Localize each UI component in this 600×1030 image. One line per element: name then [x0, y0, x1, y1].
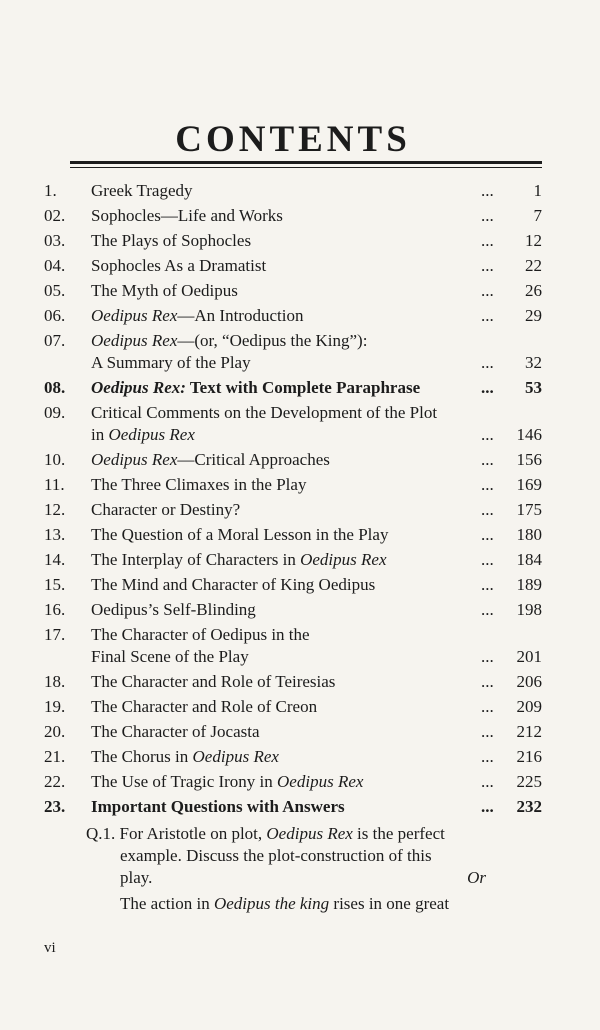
question-line-4	[120, 893, 490, 915]
toc-entry	[0, 253, 600, 278]
or-label: Or	[467, 868, 486, 887]
toc-entry-number: 11.	[44, 475, 65, 494]
toc-entry-title-part: The Three Climaxes in the Play	[91, 475, 307, 494]
toc-entry-title-part: —(or, “Oedipus the King”):	[177, 331, 368, 350]
toc-entry-title	[91, 255, 476, 277]
toc-entry-number: 09.	[44, 403, 66, 422]
toc-entry-number: 18.	[44, 672, 66, 691]
title-rule-thin	[70, 167, 542, 168]
toc-entry	[0, 794, 600, 819]
toc-entry-page: 232	[516, 797, 542, 816]
toc-entry-leader: ...	[481, 697, 494, 716]
toc-entry-title	[91, 499, 476, 521]
toc-entry-page: 146	[516, 425, 542, 444]
toc-entry-title	[91, 230, 476, 252]
toc-entry-leader: ...	[481, 575, 494, 594]
toc-entry-number: 08.	[44, 378, 66, 397]
toc-entry-leader: ...	[481, 450, 494, 469]
toc-entry	[0, 447, 600, 472]
toc-entry	[0, 744, 600, 769]
toc-entry-title-italic: Oedipus Rex	[91, 331, 178, 350]
toc-entry-title-part: Sophocles As a Dramatist	[91, 256, 267, 275]
question-line-4-b: rises in one great	[329, 894, 450, 913]
toc-entry-leader: ...	[481, 722, 494, 741]
toc-entry	[0, 278, 600, 303]
title-rule-thick	[70, 161, 542, 164]
toc-entry-page: 53	[525, 378, 542, 397]
toc-entry-number: 03.	[44, 231, 66, 250]
toc-entry-title-italic: Oedipus Rex	[91, 450, 178, 469]
toc-entry-number: 02.	[44, 206, 66, 225]
toc-entry-title	[91, 377, 476, 399]
toc-entry-number: 05.	[44, 281, 66, 300]
toc-entry-page: 209	[516, 697, 542, 716]
toc-entry-leader: ...	[481, 600, 494, 619]
toc-entry-number: 23.	[44, 797, 66, 816]
question-line-1	[86, 823, 490, 845]
toc-entry-title-part: Sophocles—Life and Works	[91, 206, 283, 225]
toc-entry-title-part: A Summary of the Play	[91, 353, 251, 372]
toc-entry-page: 198	[516, 600, 542, 619]
question-text-italic: Oedipus Rex	[266, 824, 353, 843]
toc-entry-number: 07.	[44, 331, 66, 350]
toc-entry-number: 15.	[44, 575, 66, 594]
toc-entry-title-part: Important Questions with Answers	[91, 797, 345, 816]
toc-entry	[0, 694, 600, 719]
toc-entry-leader: ...	[481, 378, 494, 397]
toc-entry-title	[91, 696, 476, 718]
toc-entry-title-part: The Character of Jocasta	[91, 722, 260, 741]
toc-entry-leader: ...	[481, 256, 494, 275]
toc-entry	[0, 472, 600, 497]
toc-entry-title	[91, 671, 476, 693]
toc-entry-title-italic: Oedipus Rex:	[91, 378, 186, 397]
toc-entry-title	[91, 746, 476, 768]
question-line-3	[120, 867, 490, 889]
toc-entry-page: 12	[525, 231, 542, 250]
question-label: Q.1.	[86, 824, 116, 843]
toc-entry-leader: ...	[481, 475, 494, 494]
toc-entry-title-part: Critical Comments on the Development of the Plot	[91, 403, 438, 422]
toc-entry-page: 212	[516, 722, 542, 741]
toc-entry-title-part: The Question of a Moral Lesson in the Play	[91, 525, 389, 544]
toc-entry-number: 06.	[44, 306, 66, 325]
toc-entry-page: 1	[533, 181, 542, 200]
toc-entry-title-part: Character or Destiny?	[91, 500, 241, 519]
toc-entry-title-part: The Character of Oedipus in the	[91, 625, 310, 644]
toc-entry-number: 10.	[44, 450, 66, 469]
question-line-4-a: The action in	[120, 894, 214, 913]
toc-entry	[0, 303, 600, 328]
question-text-b: is the perfect	[352, 824, 445, 843]
toc-entry-number: 19.	[44, 697, 66, 716]
toc-entry-title-part: Greek Tragedy	[91, 181, 193, 200]
toc-entry-title-part: The Myth of Oedipus	[91, 281, 238, 300]
toc-entry-title-part: —Critical Approaches	[177, 450, 330, 469]
toc-entry	[0, 572, 600, 597]
toc-entry	[0, 769, 600, 794]
toc-entry-title-italic: Oedipus Rex	[300, 550, 387, 569]
toc-entry-number: 12.	[44, 500, 66, 519]
toc-entry-title-part: —An Introduction	[177, 306, 304, 325]
toc-entry-title-part: The Mind and Character of King Oedipus	[91, 575, 376, 594]
toc-entry-number: 14.	[44, 550, 66, 569]
toc-entry-page: 169	[516, 475, 542, 494]
toc-entry-page: 201	[516, 647, 542, 666]
toc-entry-number: 13.	[44, 525, 66, 544]
toc-entry-title-part: The Plays of Sophocles	[91, 231, 252, 250]
toc-entry-title-part: The Use of Tragic Irony in	[91, 772, 278, 791]
toc-entry-title	[91, 599, 476, 621]
toc-entry-title	[91, 205, 476, 227]
toc-entry-title	[91, 402, 476, 446]
toc-entry-leader: ...	[481, 425, 494, 444]
toc-entry-leader: ...	[481, 747, 494, 766]
toc-entry-leader: ...	[481, 281, 494, 300]
toc-entry-leader: ...	[481, 797, 494, 816]
question-line-2: example. Discuss the plot-construction of this	[120, 846, 432, 865]
toc-entry-leader: ...	[481, 231, 494, 250]
toc-entry-leader: ...	[481, 306, 494, 325]
toc-entry-number: 22.	[44, 772, 66, 791]
toc-entry-page: 175	[516, 500, 542, 519]
toc-entry-page: 22	[525, 256, 542, 275]
toc-entry-title	[91, 524, 476, 546]
toc-entry	[0, 597, 600, 622]
toc-entry-number: 20.	[44, 722, 66, 741]
toc-entry-title-part: The Character and Role of Creon	[91, 697, 318, 716]
toc-entry-page: 184	[516, 550, 542, 569]
toc-entry-leader: ...	[481, 353, 494, 372]
question-block	[86, 823, 490, 915]
toc-entry-leader: ...	[481, 672, 494, 691]
toc-entry	[0, 622, 600, 669]
toc-entry	[0, 400, 600, 447]
toc-entry-title	[91, 330, 476, 374]
toc-entry-title	[91, 549, 476, 571]
toc-entry-page: 206	[516, 672, 542, 691]
toc-entry-page: 26	[525, 281, 542, 300]
toc-entry-leader: ...	[481, 500, 494, 519]
toc-entry-title-italic: Oedipus Rex	[108, 425, 195, 444]
toc-entry-page: 156	[516, 450, 542, 469]
toc-entry-title	[91, 474, 476, 496]
toc-entry-leader: ...	[481, 206, 494, 225]
toc-entry-title-part: Oedipus’s Self-Blinding	[91, 600, 256, 619]
toc-entry-title-italic: Oedipus Rex	[91, 306, 178, 325]
toc-entry	[0, 547, 600, 572]
page-folio: vi	[44, 940, 56, 956]
toc-entry-leader: ...	[481, 647, 494, 666]
toc-entry-title	[91, 280, 476, 302]
toc-entry-leader: ...	[481, 181, 494, 200]
question-line-4-italic: Oedipus the king	[213, 894, 330, 913]
toc-list	[0, 178, 600, 819]
toc-entry-number: 21.	[44, 747, 66, 766]
toc-entry-page: 29	[525, 306, 542, 325]
toc-entry-leader: ...	[481, 550, 494, 569]
toc-entry-title-italic: Oedipus Rex	[192, 747, 279, 766]
toc-entry-page: 7	[533, 206, 542, 225]
toc-entry-title-italic: Oedipus Rex	[277, 772, 364, 791]
question-line-3-text: play.	[120, 868, 153, 887]
toc-entry	[0, 375, 600, 400]
toc-entry-title-part: The Chorus in	[91, 747, 193, 766]
toc-entry-title	[91, 305, 476, 327]
toc-entry-number: 16.	[44, 600, 66, 619]
page-title: CONTENTS	[175, 119, 411, 160]
toc-entry-title	[91, 180, 476, 202]
toc-entry-title-part: The Character and Role of Teiresias	[91, 672, 336, 691]
toc-entry-leader: ...	[481, 772, 494, 791]
toc-entry	[0, 178, 600, 203]
toc-entry-number: 17.	[44, 625, 66, 644]
toc-entry	[0, 719, 600, 744]
toc-entry	[0, 497, 600, 522]
toc-entry-number: 04.	[44, 256, 66, 275]
toc-entry-title	[91, 624, 476, 668]
toc-entry-title-part: Text with Complete Paraphrase	[185, 378, 421, 397]
toc-entry-page: 180	[516, 525, 542, 544]
toc-entry-page: 216	[516, 747, 542, 766]
toc-entry-title	[91, 574, 476, 596]
toc-entry-page: 189	[516, 575, 542, 594]
toc-entry	[0, 522, 600, 547]
toc-entry-title	[91, 796, 476, 818]
toc-entry	[0, 203, 600, 228]
toc-entry-title	[91, 449, 476, 471]
toc-entry-page: 225	[516, 772, 542, 791]
toc-entry	[0, 669, 600, 694]
toc-entry-title	[91, 771, 476, 793]
toc-entry-title-part: The Interplay of Characters in	[91, 550, 301, 569]
toc-entry-title-part: in	[91, 425, 109, 444]
toc-entry-leader: ...	[481, 525, 494, 544]
toc-entry-title-part: Final Scene of the Play	[91, 647, 249, 666]
toc-entry	[0, 328, 600, 375]
toc-entry-number: 1.	[44, 181, 57, 200]
toc-entry-title	[91, 721, 476, 743]
question-text-a: For Aristotle on plot,	[115, 824, 267, 843]
toc-entry-page: 32	[525, 353, 542, 372]
toc-entry	[0, 228, 600, 253]
